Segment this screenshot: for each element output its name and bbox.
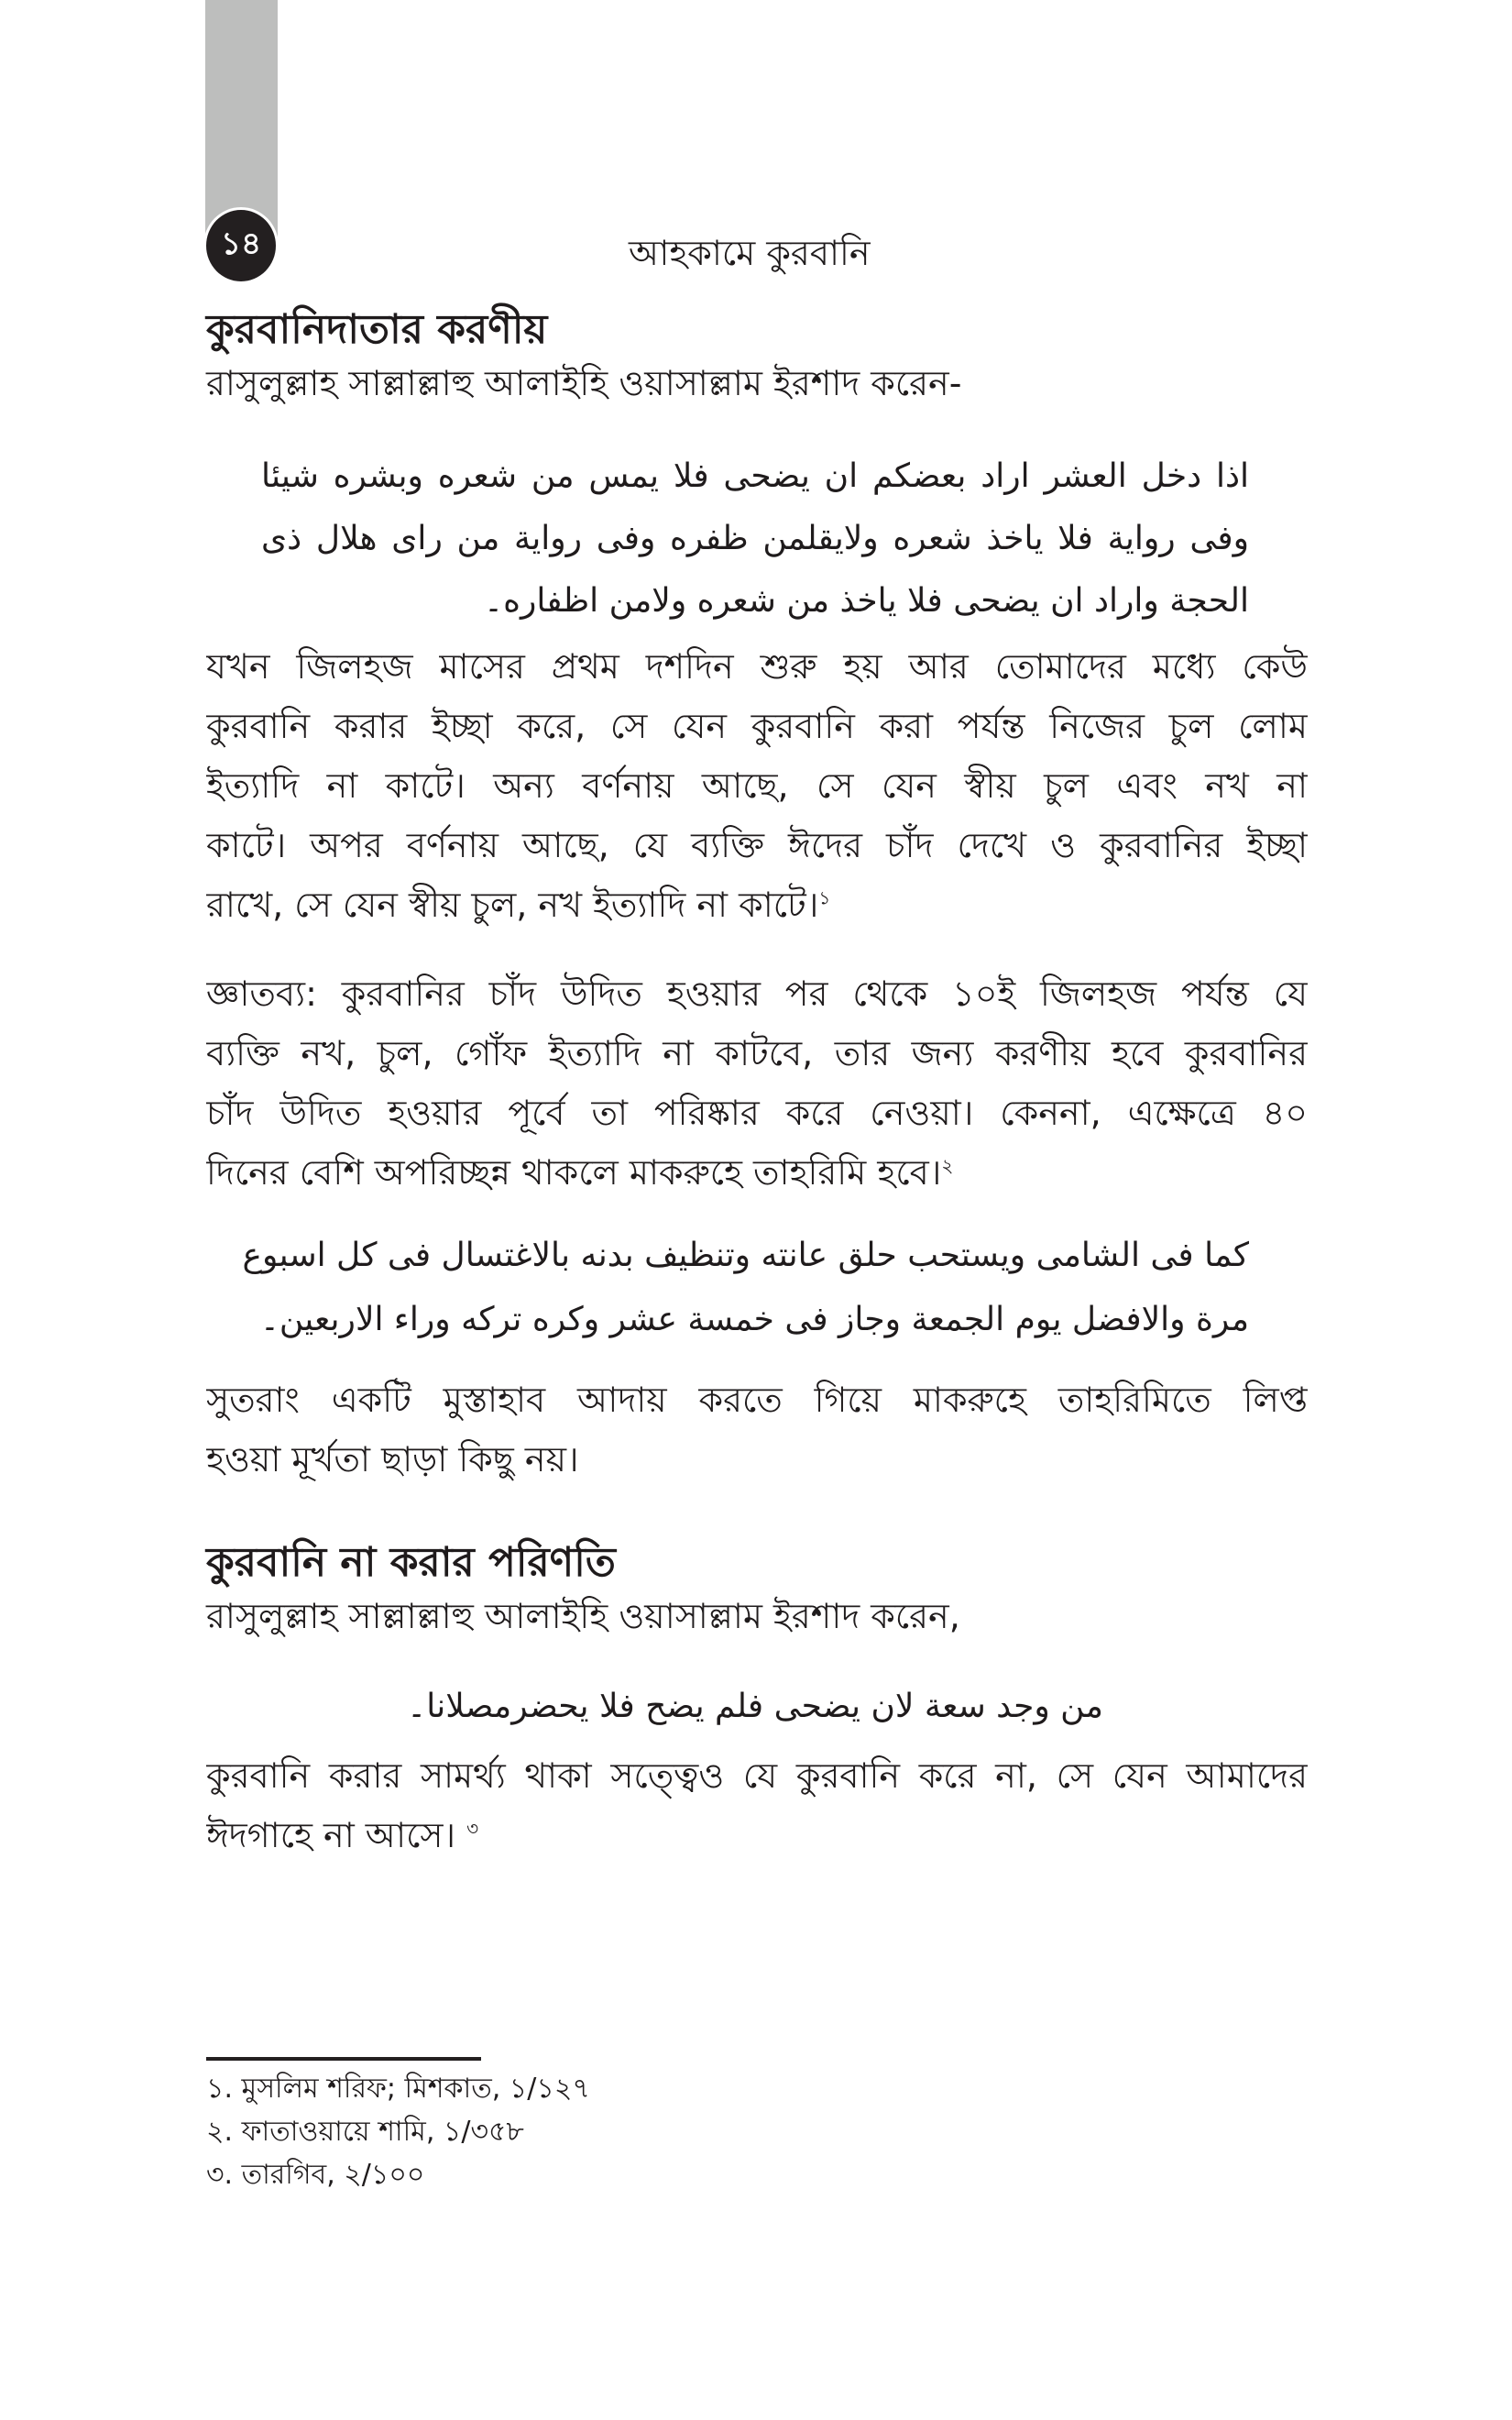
arabic-line: وفى رواية فلا ياخذ شعره ولايقلمن ظفره وفى رواية من راى هلال ذى — [261, 520, 1249, 557]
paragraph-line: কুরবানি করার ইচ্ছা করে, সে যেন কুরবানি করা পর্যন্ত নিজের চুল লোম — [206, 706, 1308, 746]
paragraph-line-last — [206, 875, 1308, 935]
paragraph-line: চাঁদ উদিত হওয়ার পূর্বে তা পরিষ্কার করে নেওয়া। কেননা, এক্ষেত্রে ৪০ — [206, 1093, 1308, 1133]
paragraph-text: রাখে, সে যেন স্বীয় চুল, নখ ইত্যাদি না কাটে। — [206, 885, 819, 925]
arabic-line: اذا دخل العشر اراد بعضكم ان يضحى فلا يمس من شعره وبشره شيئا — [261, 457, 1249, 495]
page-number: ১৪ — [220, 225, 262, 262]
arabic-line: مرة والافضل يوم الجمعة وجاز فى خمسة عشر وكره تركه وراء الاربعين۔ — [259, 1301, 1249, 1338]
footnote-ref[interactable]: ১ — [818, 886, 831, 909]
paragraph-text: দিনের বেশি অপরিচ্ছন্ন থাকলে মাকরুহে তাহরিমি হবে। — [206, 1152, 942, 1193]
footnote-divider — [206, 2057, 481, 2061]
paragraph-line: কাটে। অপর বর্ণনায় আছে, যে ব্যক্তি ঈদের চাঁদ দেখে ও কুরবানির ইচ্ছা — [206, 825, 1308, 865]
consequence-paragraph — [206, 1746, 1308, 1865]
paragraph-text: ঈদগাহে না আসে। — [206, 1815, 456, 1855]
section-heading-duties: কুরবানিদাতার করণীয় — [206, 306, 548, 353]
paragraph-line: কুরবানি করার সামর্থ্য থাকা সত্ত্বেও যে কুরবানি করে না, সে যেন আমাদের — [206, 1755, 1308, 1796]
paragraph-line: ইত্যাদি না কাটে। অন্য বর্ণনায় আছে, সে যেন স্বীয় চুল এবং নখ না — [206, 765, 1308, 806]
paragraph-line: সুতরাং একটি মুস্তাহাব আদায় করতে গিয়ে মাকরুহে তাহরিমিতে লিপ্ত — [206, 1380, 1308, 1420]
arabic-hadith-line — [261, 1676, 1249, 1738]
paragraph-line-last: হওয়া মূর্খতা ছাড়া কিছু নয়। — [206, 1439, 579, 1480]
footnote-item: ২. ফাতাওয়ায়ে শামি, ১/৩৫৮ — [206, 2116, 524, 2148]
footnote-ref[interactable]: ২ — [941, 1154, 954, 1177]
footnotes-list — [206, 2067, 590, 2196]
running-title: আহকামে কুরবানি — [629, 233, 871, 273]
section-heading-consequence: কুরবানি না করার পরিণতি — [206, 1539, 616, 1586]
footnote-item: ৩. তারগিব, ২/১০০ — [206, 2159, 425, 2191]
footnote-ref[interactable]: ৩ — [466, 1817, 479, 1840]
paragraph-line-last — [206, 1806, 1308, 1865]
arabic-line: كما فى الشامى ويستحب حلق عانته وتنظيف بدنه بالاغتسال فى كل اسبوع — [242, 1237, 1249, 1274]
footnote-item: ১. মুসলিম শরিফ; মিশকাত, ১/১২৭ — [206, 2073, 590, 2105]
conclusion-paragraph — [206, 1370, 1308, 1490]
arabic-line: من وجد سعة لان يضحى فلم يضح فلا يحضرمصلانا۔ — [407, 1688, 1103, 1725]
paragraph-line: ব্যক্তি নখ, চুল, গোঁফ ইত্যাদি না কাটবে, তার জন্য করণীয় হবে কুরবানির — [206, 1033, 1308, 1073]
arabic-quote-block — [242, 1224, 1249, 1352]
section-intro-duties: রাসুলুল্লাহ সাল্লাল্লাহু আলাইহি ওয়াসাল্লাম ইরশাদ করেন- — [206, 363, 962, 403]
section-intro-consequence: রাসুলুল্লাহ সাল্লাল্লাহু আলাইহি ওয়াসাল্লাম ইরশাদ করেন, — [206, 1596, 960, 1636]
note-paragraph — [206, 964, 1308, 1203]
page-number-badge — [203, 207, 279, 284]
arabic-line: الحجة واراد ان يضحى فلا ياخذ من شعره ولامن اظفاره۔ — [483, 582, 1249, 620]
paragraph-line-last — [206, 1143, 1308, 1203]
paragraph-line: যখন জিলহজ মাসের প্রথম দশদিন শুরু হয় আর তোমাদের মধ্যে কেউ — [206, 646, 1308, 687]
arabic-hadith-block — [261, 446, 1249, 632]
translation-paragraph — [206, 637, 1308, 935]
paragraph-line: জ্ঞাতব্য: কুরবানির চাঁদ উদিত হওয়ার পর থেকে ১০ই জিলহজ পর্যন্ত যে — [206, 974, 1308, 1014]
